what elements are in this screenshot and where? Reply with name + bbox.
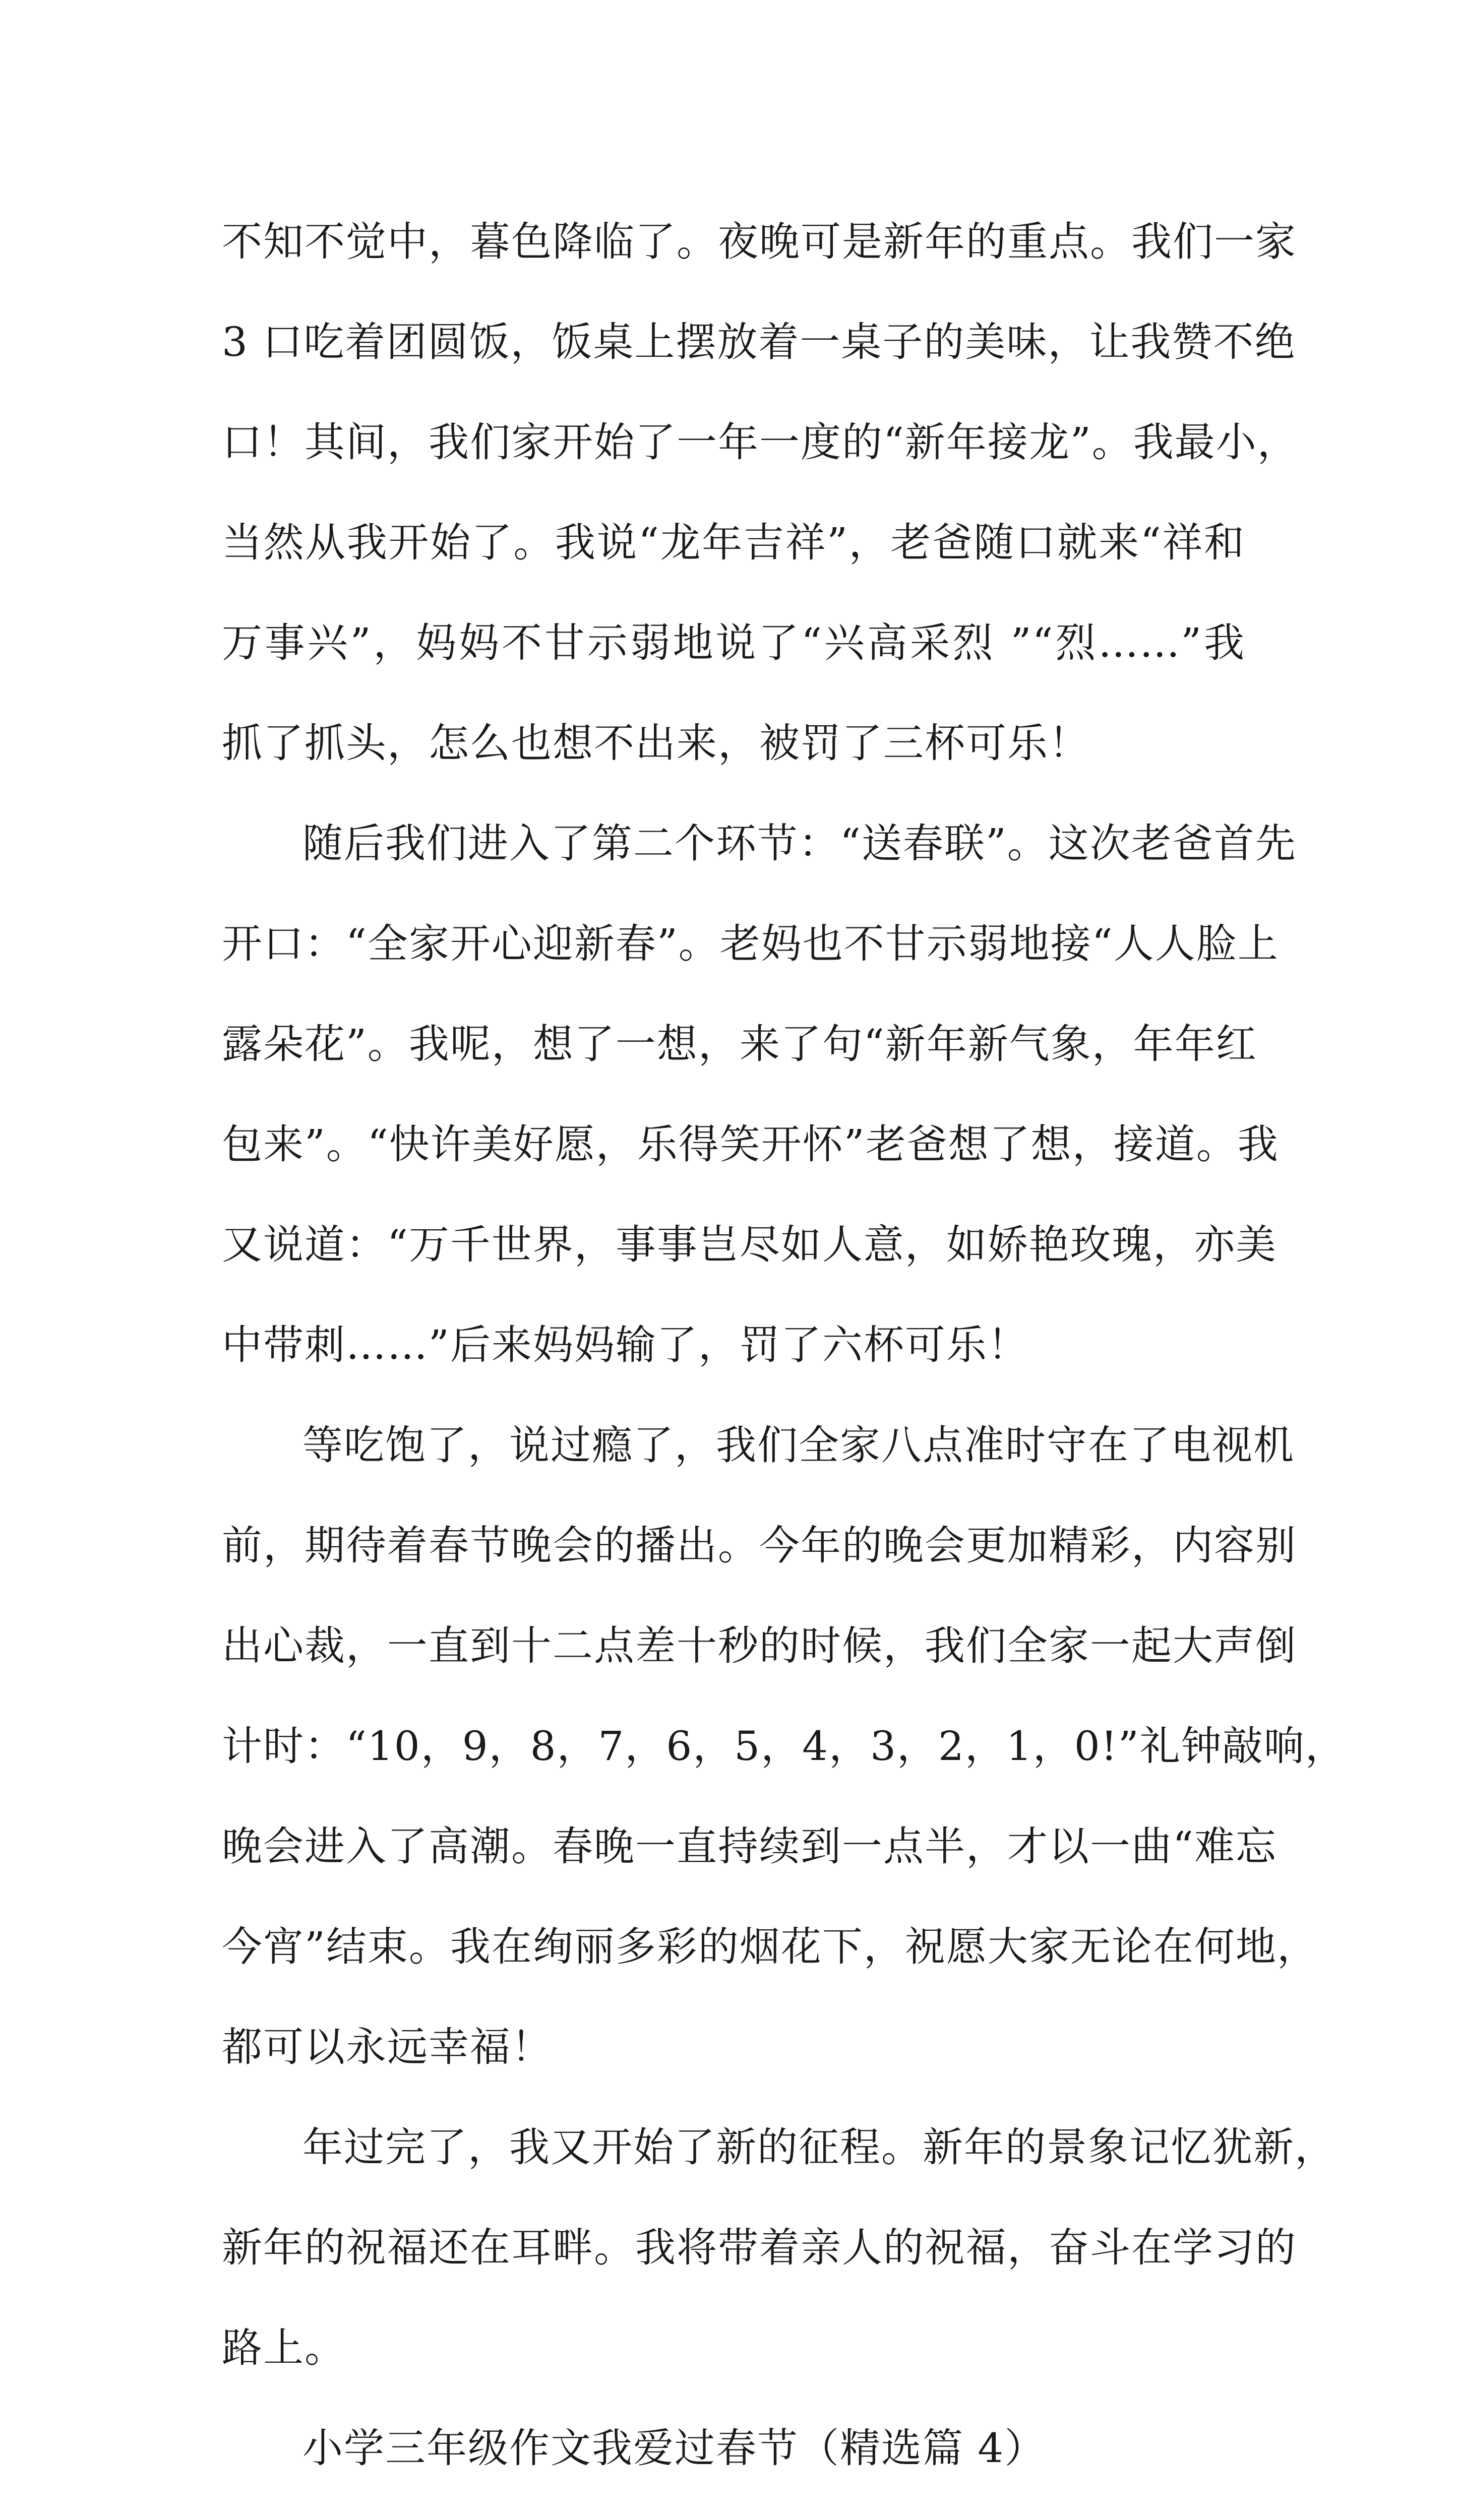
text-line: 不知不觉中，暮色降临了。夜晚可是新年的重点。我们一家: [222, 218, 1297, 265]
text-line: 都可以永远幸福！: [222, 2024, 553, 2070]
text-line: 新年的祝福还在耳畔。我将带着亲人的祝福，奋斗在学习的: [222, 2224, 1297, 2271]
section-heading: 小学三年级作文我爱过春节（精选篇 4）: [302, 2425, 1046, 2472]
text-line: 出心裁，一直到十二点差十秒的时候，我们全家一起大声倒: [222, 1622, 1297, 1669]
text-line: 开口：“全家开心迎新春”。老妈也不甘示弱地接“人人脸上: [222, 920, 1279, 967]
text-line: 当然从我开始了。我说“龙年吉祥”，老爸随口就来“祥和: [222, 519, 1245, 566]
text-line: 3 口吃着团圆饭，饭桌上摆放着一桌子的美味，让我赞不绝: [222, 319, 1296, 365]
text-line: 计时：“10，9，8，7，6，5，4，3，2，1，0!”礼钟敲响，: [222, 1723, 1347, 1770]
text-line: 露朵花”。我呢，想了一想，来了句“新年新气象，年年红: [222, 1021, 1257, 1067]
text-line: 随后我们进入了第二个环节：“送春联”。这次老爸首先: [302, 820, 1297, 867]
text-line: 前，期待着春节晚会的播出。今年的晚会更加精彩，内容别: [222, 1522, 1297, 1569]
text-line: 晚会进入了高潮。春晚一直持续到一点半，才以一曲“难忘: [222, 1823, 1277, 1870]
text-line: 包来”。“快许美好愿，乐得笑开怀”老爸想了想，接道。我: [222, 1121, 1279, 1168]
essay-body: [222, 192, 1347, 2520]
text-line: 万事兴”，妈妈不甘示弱地说了“兴高采烈 ”“烈……”我: [222, 619, 1245, 666]
text-line: 路上。: [222, 2324, 346, 2371]
text-line: 年过完了，我又开始了新的征程。新年的景象记忆犹新，: [302, 2124, 1336, 2171]
text-line: [222, 2498, 1245, 2520]
text-line: 口！其间，我们家开始了一年一度的“新年接龙”。我最小，: [222, 419, 1299, 466]
text-line: 中带刺……”后来妈妈输了，罚了六杯可乐！: [222, 1321, 1029, 1368]
text-line: 今宵”结束。我在绚丽多彩的烟花下，祝愿大家无论在何地，: [222, 1923, 1318, 1970]
text-line: 等吃饱了，说过瘾了，我们全家八点准时守在了电视机: [302, 1422, 1295, 1469]
text-line: 又说道：“万千世界，事事岂尽如人意，如娇艳玫瑰，亦美: [222, 1221, 1277, 1268]
text-line: 抓了抓头，怎么也想不出来，被罚了三杯可乐！: [222, 720, 1090, 767]
